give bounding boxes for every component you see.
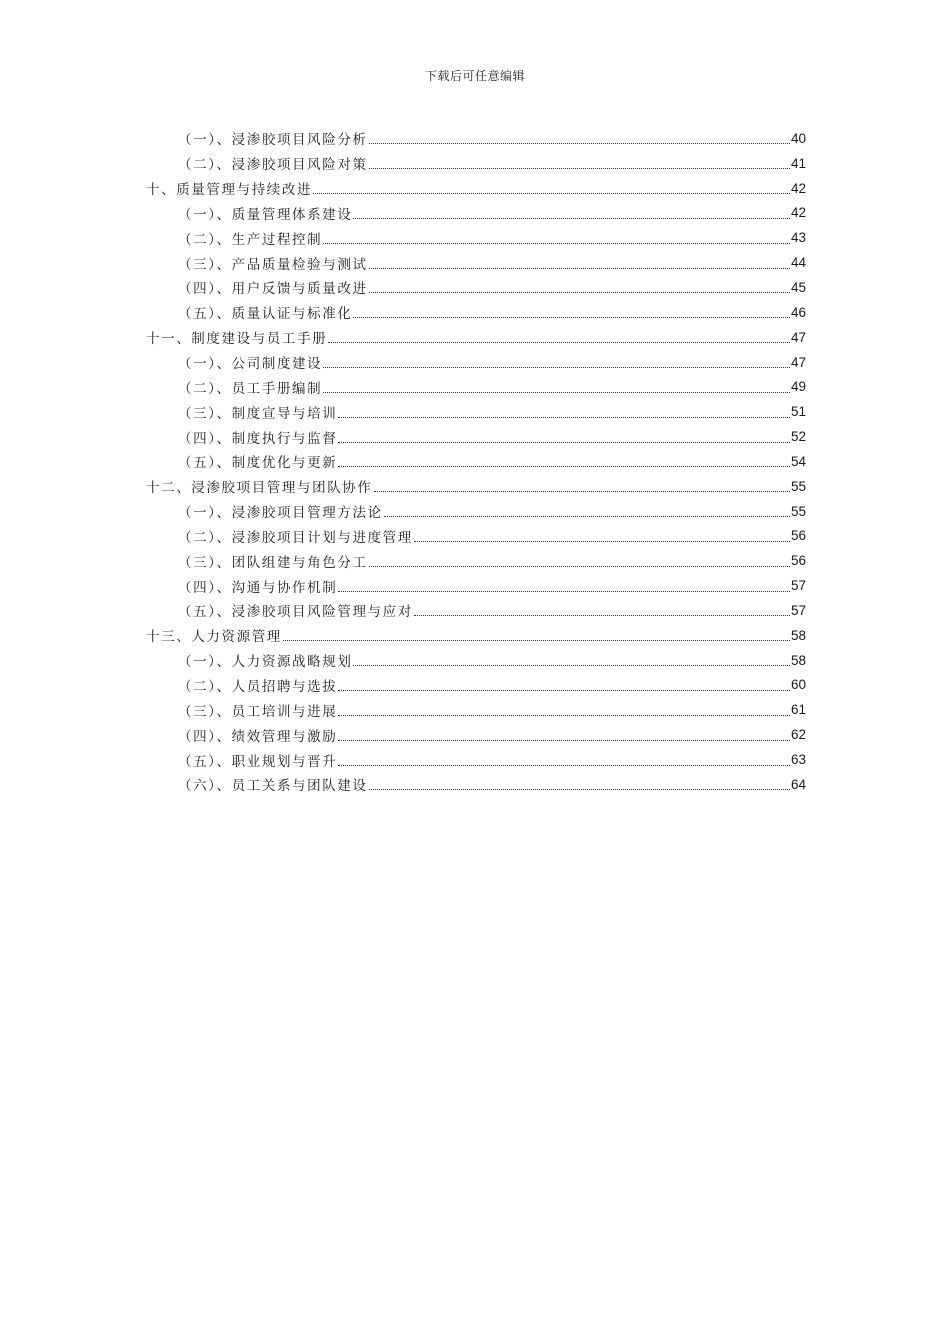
toc-entry-page-number: 41	[790, 155, 806, 171]
toc-entry-title: （二）、员工手册编制	[178, 380, 323, 397]
toc-entry[interactable]	[0, 300, 950, 325]
toc-dot-leader	[328, 341, 790, 343]
toc-entry-title: （一）、人力资源战略规划	[178, 654, 353, 671]
toc-entry-title: （四）、制度执行与监督	[178, 430, 338, 447]
toc-entry[interactable]	[0, 374, 950, 399]
toc-entry-page-number: 47	[790, 354, 806, 370]
toc-entry[interactable]	[0, 151, 950, 176]
toc-entry-page-number: 51	[790, 404, 806, 420]
toc-entry-title: （一）、浸渗胶项目管理方法论	[178, 505, 383, 522]
toc-entry[interactable]	[0, 474, 950, 499]
toc-entry[interactable]	[0, 225, 950, 250]
toc-entry-title: （三）、团队组建与角色分工	[178, 554, 368, 571]
toc-entry[interactable]	[0, 722, 950, 747]
toc-dot-leader	[323, 242, 790, 244]
toc-dot-leader	[369, 788, 790, 790]
toc-entry-title: 十二、浸渗胶项目管理与团队协作	[146, 480, 373, 497]
toc-entry-page-number: 54	[790, 453, 806, 469]
toc-dot-leader	[374, 490, 790, 492]
toc-entry[interactable]	[0, 573, 950, 598]
toc-entry[interactable]	[0, 424, 950, 449]
toc-entry-title: （三）、产品质量检验与测试	[178, 256, 368, 273]
toc-entry[interactable]	[0, 126, 950, 151]
toc-entry-page-number: 55	[790, 478, 806, 494]
toc-dot-leader	[338, 739, 790, 741]
toc-entry-title: （二）、人员招聘与选拔	[178, 678, 338, 695]
toc-entry-page-number: 49	[790, 379, 806, 395]
toc-entry-title: （五）、浸渗胶项目风险管理与应对	[178, 604, 413, 621]
toc-dot-leader	[338, 714, 790, 716]
toc-entry-page-number: 42	[790, 180, 806, 196]
toc-dot-leader	[369, 167, 790, 169]
toc-entry-page-number: 40	[790, 130, 806, 146]
toc-entry[interactable]	[0, 747, 950, 772]
toc-entry[interactable]	[0, 623, 950, 648]
toc-entry-page-number: 52	[790, 429, 806, 445]
toc-dot-leader	[283, 639, 790, 641]
toc-entry-title: （四）、沟通与协作机制	[178, 579, 338, 596]
toc-entry[interactable]	[0, 524, 950, 549]
toc-dot-leader	[338, 764, 790, 766]
toc-entry-page-number: 63	[790, 752, 806, 768]
toc-dot-leader	[323, 366, 790, 368]
toc-dot-leader	[323, 391, 790, 393]
toc-entry-page-number: 46	[790, 304, 806, 320]
toc-entry[interactable]	[0, 772, 950, 797]
toc-entry-page-number: 61	[790, 702, 806, 718]
toc-entry-title: （三）、员工培训与进展	[178, 703, 338, 720]
toc-dot-leader	[414, 614, 790, 616]
toc-entry-title: 十、质量管理与持续改进	[146, 182, 313, 199]
toc-entry-page-number: 64	[790, 776, 806, 792]
toc-entry-title: （三）、制度宣导与培训	[178, 405, 338, 422]
toc-dot-leader	[338, 590, 790, 592]
toc-dot-leader	[369, 565, 790, 567]
toc-entry[interactable]	[0, 548, 950, 573]
toc-entry-page-number: 47	[790, 329, 806, 345]
page-header: 下载后可任意编辑	[424, 69, 525, 83]
toc-entry-title: （二）、浸渗胶项目风险对策	[178, 157, 368, 174]
table-of-contents	[0, 126, 950, 797]
toc-entry[interactable]	[0, 350, 950, 375]
toc-entry-title: （二）、生产过程控制	[178, 231, 323, 248]
toc-entry[interactable]	[0, 499, 950, 524]
toc-entry-title: （四）、绩效管理与激励	[178, 728, 338, 745]
toc-dot-leader	[353, 664, 790, 666]
toc-entry-page-number: 58	[790, 652, 806, 668]
toc-entry-title: （一）、浸渗胶项目风险分析	[178, 132, 368, 149]
toc-entry-page-number: 62	[790, 727, 806, 743]
toc-entry-page-number: 44	[790, 255, 806, 271]
toc-entry[interactable]	[0, 648, 950, 673]
toc-dot-leader	[338, 416, 790, 418]
toc-entry-page-number: 56	[790, 528, 806, 544]
toc-dot-leader	[353, 316, 790, 318]
toc-entry-page-number: 56	[790, 553, 806, 569]
toc-dot-leader	[414, 540, 790, 542]
toc-dot-leader	[338, 689, 790, 691]
toc-entry[interactable]	[0, 697, 950, 722]
toc-entry[interactable]	[0, 449, 950, 474]
toc-entry[interactable]	[0, 399, 950, 424]
toc-entry[interactable]	[0, 176, 950, 201]
toc-entry-title: （五）、制度优化与更新	[178, 455, 338, 472]
toc-entry-title: （一）、公司制度建设	[178, 356, 323, 373]
toc-entry[interactable]	[0, 598, 950, 623]
toc-entry-page-number: 57	[790, 578, 806, 594]
toc-dot-leader	[369, 267, 790, 269]
toc-entry-title: （五）、职业规划与晋升	[178, 753, 338, 770]
toc-dot-leader	[338, 465, 790, 467]
toc-entry[interactable]	[0, 325, 950, 350]
toc-entry[interactable]	[0, 201, 950, 226]
toc-dot-leader	[353, 217, 790, 219]
toc-entry[interactable]	[0, 250, 950, 275]
toc-entry-title: （四）、用户反馈与质量改进	[178, 281, 368, 298]
toc-entry-page-number: 43	[790, 230, 806, 246]
toc-entry-title: 十三、人力资源管理	[146, 629, 282, 646]
toc-dot-leader	[338, 441, 790, 443]
toc-dot-leader	[313, 192, 790, 194]
toc-entry-title: 十一、制度建设与员工手册	[146, 331, 328, 348]
toc-entry-title: （五）、质量认证与标准化	[178, 306, 353, 323]
toc-entry-page-number: 55	[790, 503, 806, 519]
toc-dot-leader	[384, 515, 790, 517]
toc-entry-page-number: 57	[790, 602, 806, 618]
toc-entry-page-number: 60	[790, 677, 806, 693]
toc-entry[interactable]	[0, 673, 950, 698]
toc-entry-title: （二）、浸渗胶项目计划与进度管理	[178, 529, 413, 546]
toc-dot-leader	[369, 142, 790, 144]
toc-dot-leader	[369, 291, 790, 293]
toc-entry-title: （六）、员工关系与团队建设	[178, 778, 368, 795]
toc-entry-page-number: 42	[790, 205, 806, 221]
toc-entry-title: （一）、质量管理体系建设	[178, 206, 353, 223]
toc-entry-page-number: 45	[790, 279, 806, 295]
toc-entry-page-number: 58	[790, 627, 806, 643]
toc-entry[interactable]	[0, 275, 950, 300]
